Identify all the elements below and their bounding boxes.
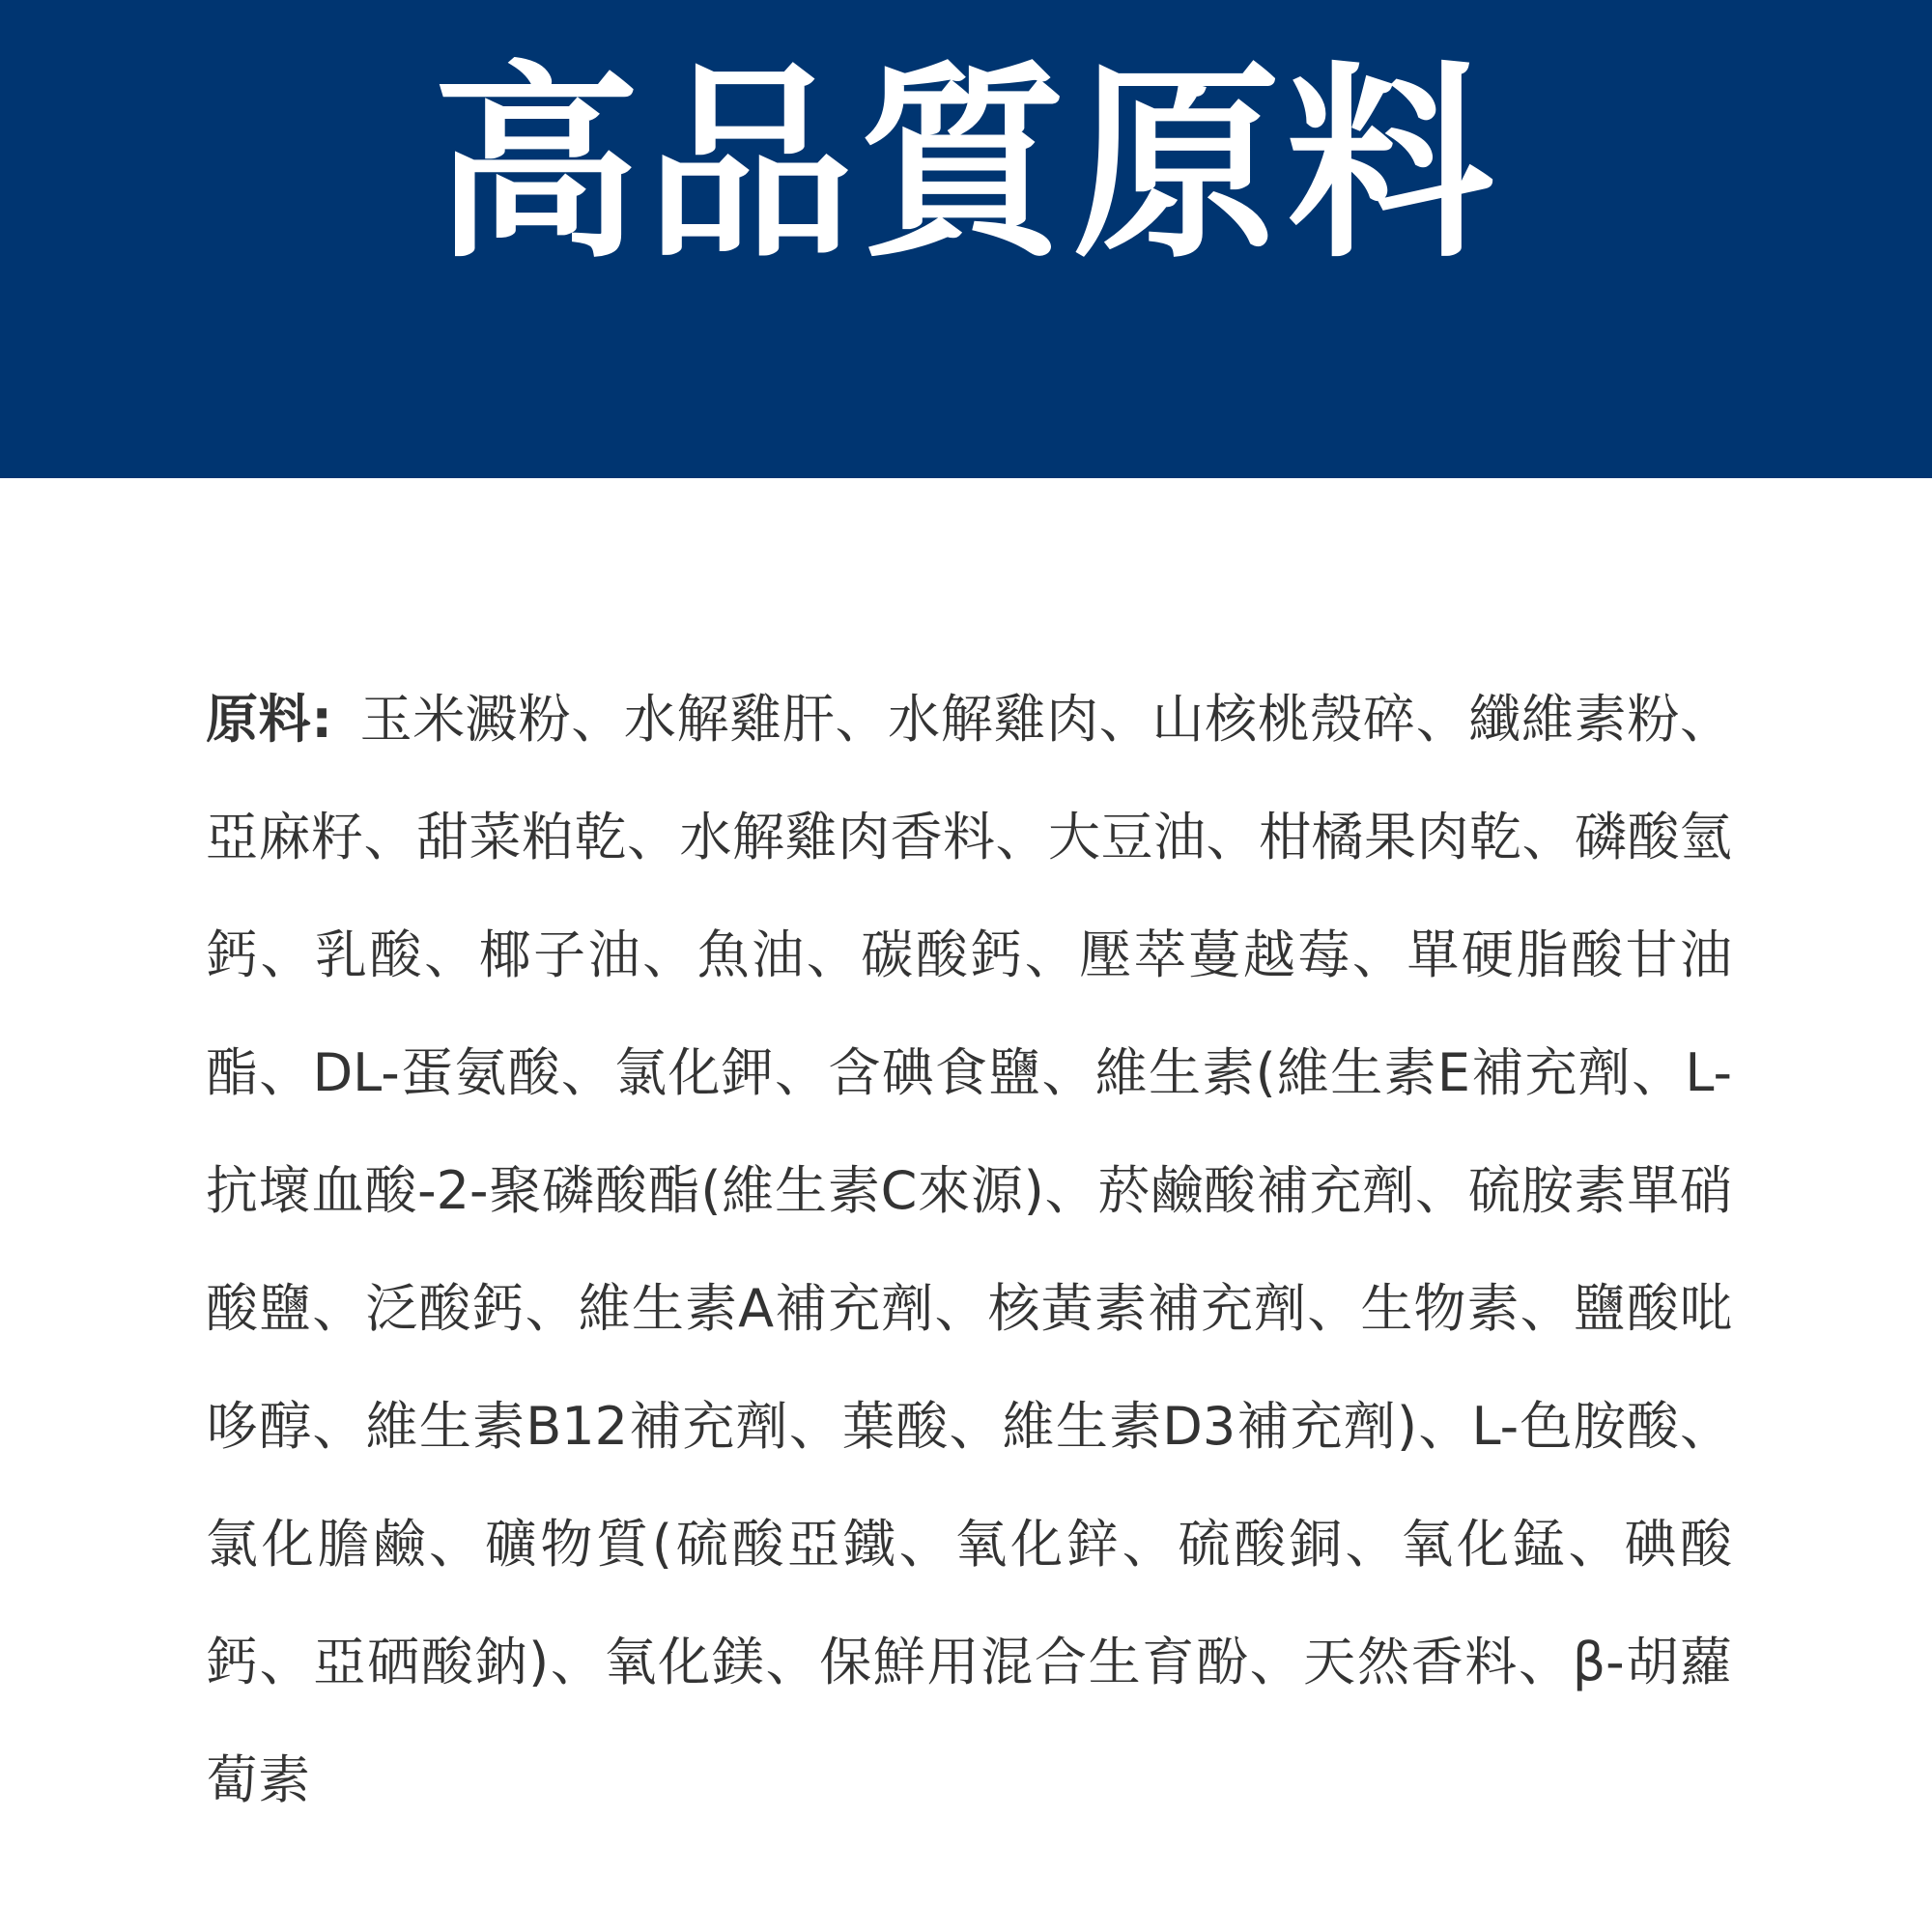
ingredients-text: 玉米澱粉、水解雞肝、水解雞肉、山核桃殼碎、纖維素粉、亞麻籽、甜菜粕乾、水解雞肉香料、大豆油、柑橘果肉乾、磷酸氫鈣、乳酸、椰子油、魚油、碳酸鈣、壓萃蔓越莓、單硬脂酸甘油酯、DL-蛋氨酸、氯化鉀、含碘食鹽、維生素(維生素E補充劑、L-抗壞血酸-2-聚磷酸酯(維生素C來源)、菸鹼酸補充劑、硫胺素單硝酸鹽、泛酸鈣、維生素A補充劑、核黃素補充劑、生物素、鹽酸吡哆醇、維生素B12補充劑、葉酸、維生素D3補充劑)、L-色胺酸、氯化膽鹼、礦物質(硫酸亞鐵、氧化鋅、硫酸銅、氧化錳、碘酸鈣、亞硒酸鈉)、氧化鎂、保鮮用混合生育酚、天然香料、β-胡蘿蔔素 xyxy=(206,689,1732,1810)
ingredients-list xyxy=(206,661,1732,1839)
page-title: 高品質原料 xyxy=(432,43,1500,286)
header-banner xyxy=(0,0,1932,478)
ingredients-label: 原料: xyxy=(206,689,332,750)
